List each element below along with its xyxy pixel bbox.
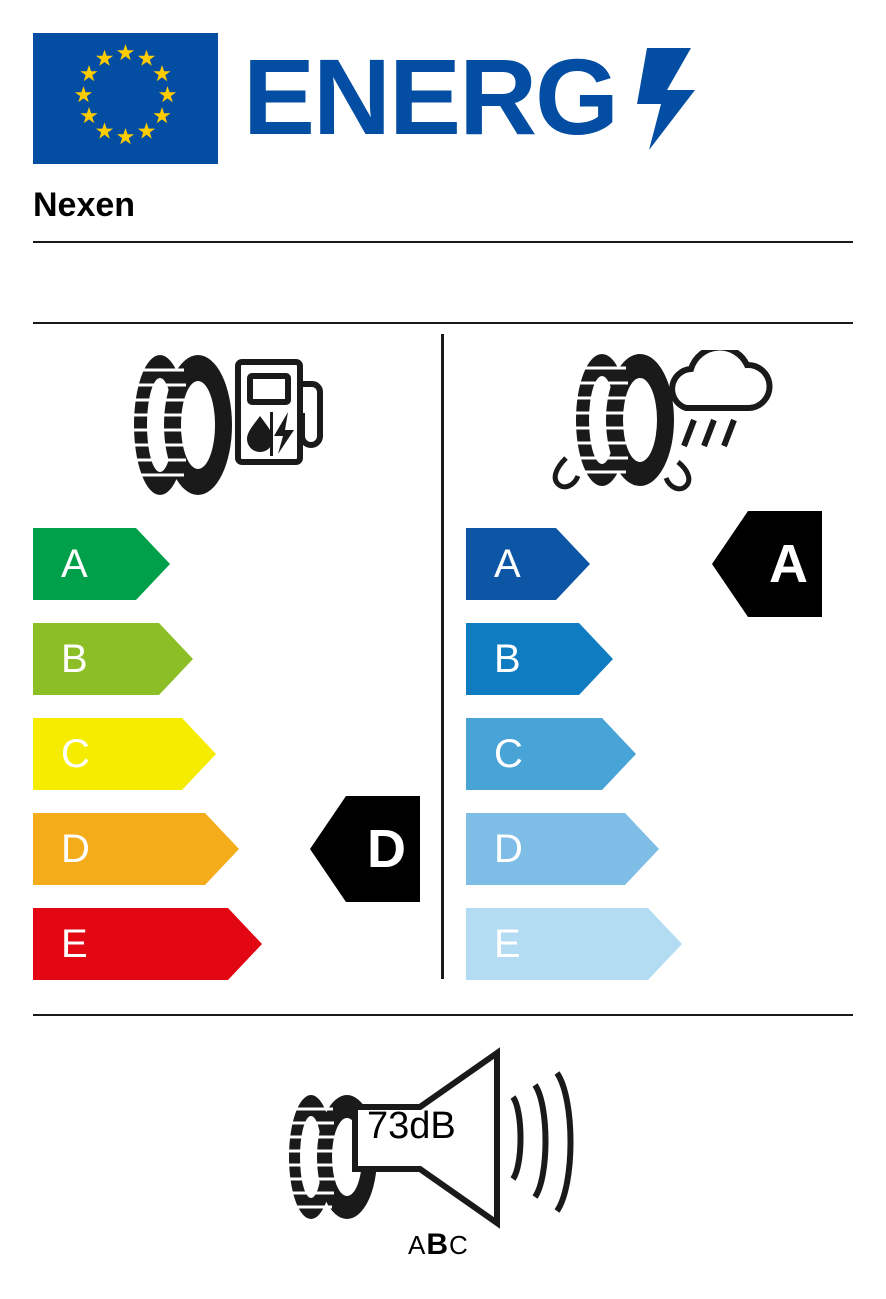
fuel-class-d [33, 813, 239, 885]
wet-result-badge [712, 511, 822, 617]
brand-name: Nexen [33, 186, 136, 224]
wet-class-letter: A [494, 542, 521, 586]
fuel-result-letter: D [367, 819, 406, 879]
fuel-arrow-a [33, 528, 170, 600]
divider-vertical [441, 334, 444, 979]
noise-class-scale [408, 1228, 469, 1262]
fuel-arrow-b [33, 623, 193, 695]
eu-flag [33, 33, 218, 164]
wet-class-letter: C [494, 732, 523, 776]
divider-bottom [33, 1014, 853, 1016]
energy-wordmark [243, 42, 713, 154]
wet-class-c [466, 718, 636, 790]
lightning-bolt-icon [637, 48, 695, 150]
fuel-class-e [33, 908, 262, 980]
fuel-drop-icon [247, 412, 294, 456]
fuel-class-a [33, 528, 170, 600]
wet-result-letter: A [769, 534, 808, 594]
wet-class-a [466, 528, 590, 600]
tyre-icon [575, 354, 674, 486]
eu-flag-stars [33, 33, 218, 164]
wet-class-e [466, 908, 682, 980]
noise-class-c: C [449, 1230, 469, 1260]
noise-class-b: B [426, 1228, 450, 1261]
energy-wordmark-svg [243, 42, 713, 154]
noise-class-a: A [408, 1230, 427, 1260]
svg-text:ENERG: ENERG [243, 42, 618, 154]
fuel-class-b [33, 623, 193, 695]
fuel-result-badge [310, 796, 420, 902]
fuel-efficiency-pictogram [120, 350, 330, 505]
divider-top [33, 241, 853, 243]
fuel-class-c [33, 718, 216, 790]
fuel-class-letter: A [61, 542, 88, 586]
wet-class-d [466, 813, 659, 885]
wet-arrow-b [466, 623, 613, 695]
wet-class-b [466, 623, 613, 695]
rain-cloud-icon [672, 350, 769, 446]
wet-arrow-c [466, 718, 636, 790]
wet-arrow-a [466, 528, 590, 600]
wet-class-letter: D [494, 827, 523, 871]
fuel-class-letter: D [61, 827, 90, 871]
sound-waves-icon [513, 1073, 571, 1211]
fuel-class-letter: C [61, 732, 90, 776]
wet-class-letter: B [494, 637, 521, 681]
wet-class-letter: E [494, 922, 521, 966]
divider-second [33, 322, 853, 324]
fuel-class-letter: E [61, 922, 88, 966]
fuel-class-letter: B [61, 637, 88, 681]
wet-grip-pictogram [530, 350, 790, 505]
tyre-icon [133, 355, 232, 495]
noise-value: 73dB [367, 1105, 456, 1147]
